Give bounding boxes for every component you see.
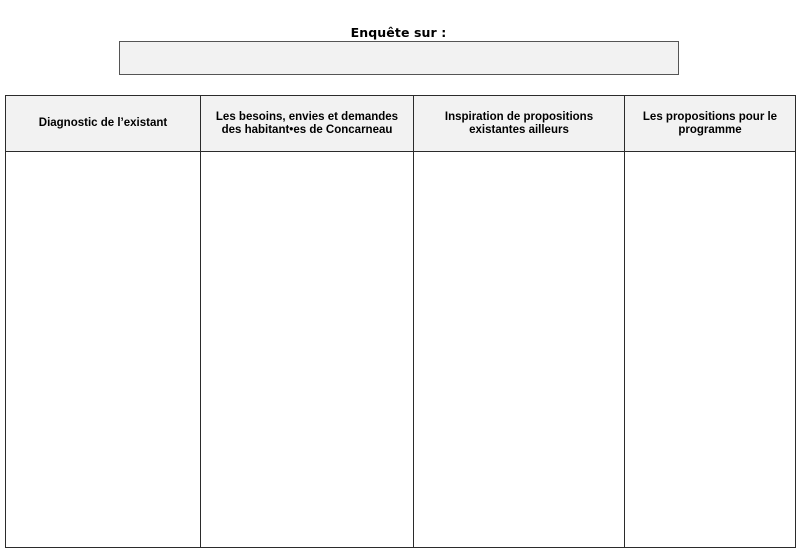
column-header-label: Les besoins, envies et demandes des habitant•es de Concarneau — [215, 110, 399, 136]
survey-subject-input[interactable] — [119, 41, 679, 75]
survey-table — [5, 95, 796, 548]
cell-besoins[interactable] — [201, 152, 414, 548]
column-header-label: Les propositions pour le programme — [642, 110, 778, 136]
column-header-propositions — [625, 96, 796, 152]
column-header-label: Diagnostic de l’existant — [38, 117, 168, 129]
column-header-besoins — [201, 96, 414, 152]
cell-propositions[interactable] — [625, 152, 796, 548]
cell-inspiration[interactable] — [414, 152, 625, 548]
column-header-inspiration — [414, 96, 625, 152]
cell-diagnostic[interactable] — [6, 152, 201, 548]
survey-title: Enquête sur : — [350, 25, 447, 40]
table-row — [6, 152, 796, 548]
table-header-row — [6, 96, 796, 152]
column-header-label: Inspiration de propositions existantes ailleurs — [444, 110, 594, 136]
column-header-diagnostic — [6, 96, 201, 152]
